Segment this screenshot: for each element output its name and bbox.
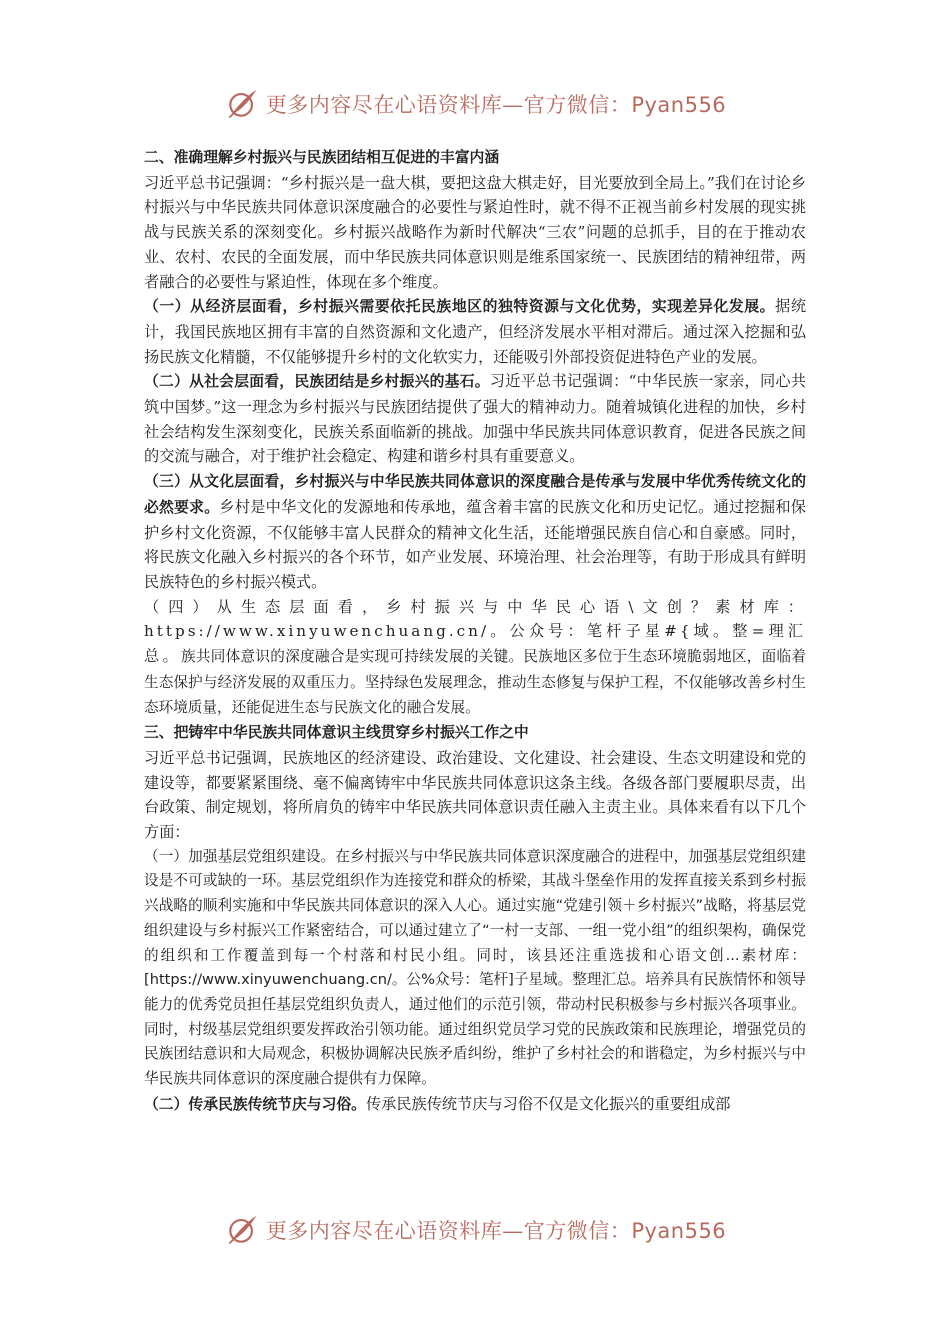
section2-intro: 习近平总书记强调：“乡村振兴是一盘大棋，要把这盘大棋走好，目光要放到全局上。”我们在讨论乡村振兴与中华民族共同体意识深度融合的必要性与紧迫性时，就不得不正视当前乡村发展的现实挑战与民族关系的深刻变化。乡村振兴战略作为新时代解决“三农”问题的总抓手，目的在于推动农业、农村、农民的全面发展，而中华民族共同体意识则是维系国家统一、民族团结的精神纽带，两者融合的必要性与紧迫性，体现在多个维度。 [144,173,806,291]
header-banner-text: 更多内容尽在心语资料库—官方微信：Pyan556 [265,93,727,117]
section3-para-2: （二）传承民族传统节庆与习俗。传承民族传统节庆与习俗不仅是文化振兴的重要组成部 [144,1094,731,1113]
document-body [144,146,806,1117]
section3-heading: 三、把铸牢中华民族共同体意识主线贯穿乡村振兴工作之中 [144,724,529,742]
section2-para-2: （二）从社会层面看，民族团结是乡村振兴的基石。习近平总书记强调：“中华民族一家亲，同心共筑中国梦。”这一理念为乡村振兴与民族团结提供了强大的精神动力。随着城镇化进程的加快，乡村社会结构发生深刻变化，民族关系面临新的挑战。加强中华民族共同体意识教育，促进各民族之间的交流与融合，对于维护社会稳定、构建和谐乡村具有重要意义。 [144,372,806,466]
section2-para-3: （三）从文化层面看，乡村振兴与中华民族共同体意识的深度融合是传承与发展中华优秀传统文化的必然要求。乡村是中华文化的发源地和传承地，蕴含着丰富的民族文化和历史记忆。通过挖掘和保护乡村文化资源，不仅能够丰富人民群众的精神文化生活，还能增强民族自信心和自豪感。同时，将民族文化融入乡村振兴的各个环节，如产业发展、环境治理、社会治理等，有助于形成具有鲜明民族特色的乡村振兴模式。 [144,473,806,591]
section3-intro: 习近平总书记强调，民族地区的经济建设、政治建设、文化建设、社会建设、生态文明建设和党的建设等，都要紧紧围绕、毫不偏离铸牢中华民族共同体意识这条主线。各级各部门要履职尽责，出台政策、制定规划，将所肩负的铸牢中华民族共同体意识责任融入主责主业。具体来看有以下几个方面： [144,748,806,841]
footer-banner-text: 更多内容尽在心语资料库—官方微信：Pyan556 [265,1219,727,1243]
header-banner [0,84,950,124]
section2-para-4: （四）从生态层面看，乡村振兴与中华民心语\文创？素材库：https://www.xinyuwenchuang.cn/。公众号：笔杆子星#{域。整=理汇总。族共同体意识的深度融合是实现可持续发展的关键。民族地区多位于生态环境脆弱地区，面临着生态保护与经济发展的双重压力。坚持绿色发展理念，推动生态修复与保护工程，不仅能够改善乡村生态环境质量，还能促进生态与民族文化的融合发展。 [144,597,806,717]
section3-para-1: （一）加强基层党组织建设。在乡村振兴与中华民族共同体意识深度融合的进程中，加强基层党组织建设是不可或缺的一环。基层党组织作为连接党和群众的桥梁，其战斗堡垒作用的发挥直接关系到乡村振兴战略的顺利实施和中华民族共同体意识的深入人心。通过实施“党建引领＋乡村振兴”战略，将基层党组织建设与乡村振兴工作紧密结合，可以通过建立了“一村一支部、一组一党小组”的组织架构，确保党的组织和工作覆盖到每一个村落和村民小组。同时，该县还注重选拔和心语文创...素材库：[https://www.xinyuwenchuang.cn/。公%众号：笔杆]子星域。整理汇总。培养具有民族情怀和领导能力的优秀党员担任基层党组织负责人，通过他们的示范引领，带动村民积极参与乡村振兴各项事业。同时，村级基层党组织要发挥政治引领功能。通过组织党员学习党的民族政策和民族理论，增强党员的民族团结意识和大局观念，积极协调解决民族矛盾纠纷，维护了乡村社会的和谐稳定，为乡村振兴与中华民族共同体意识的深度融合提供有力保障。 [144,847,806,1088]
quill-logo-icon [224,1212,260,1248]
quill-logo-icon [224,86,260,122]
footer-banner [0,1210,950,1250]
section2-para-1: （一）从经济层面看，乡村振兴需要依托民族地区的独特资源与文化优势，实现差异化发展。据统计，我国民族地区拥有丰富的自然资源和文化遗产，但经济发展水平相对滞后。通过深入挖掘和弘扬民族文化精髓，不仅能够提升乡村的文化软实力，还能吸引外部投资促进特色产业的发展。 [144,297,806,366]
section2-heading: 二、准确理解乡村振兴与民族团结相互促进的丰富内涵 [144,149,500,166]
